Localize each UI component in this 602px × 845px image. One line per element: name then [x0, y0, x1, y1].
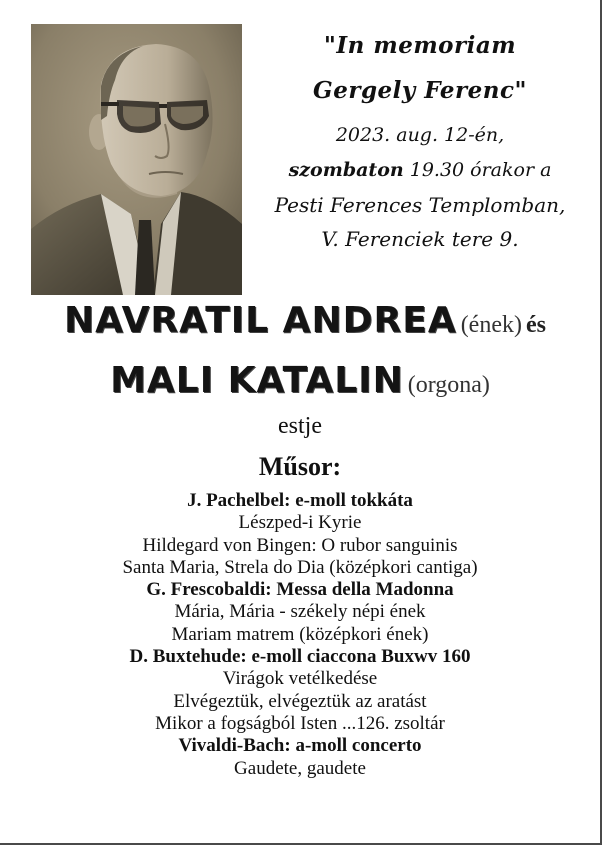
portrait-photo: [31, 24, 242, 295]
event-time: 19.30 órakor a: [403, 159, 552, 181]
performer-1: [40, 300, 570, 341]
event-address: V. Ferenciek tere 9.: [321, 227, 519, 251]
program-item: Mikor a fogságból Isten ...126. zsoltár: [155, 712, 445, 734]
performer-2-role: (orgona): [407, 372, 490, 398]
program-heading: Műsor:: [258, 452, 342, 481]
program-item: Hildegard von Bingen: O rubor sanguinis: [142, 534, 458, 556]
event-word: estje: [278, 413, 322, 439]
program-item: D. Buxtehude: e-moll ciaccona Buxwv 160: [129, 646, 471, 668]
memoriam-title-line2: Gergely Ferenc": [313, 77, 527, 104]
program-item: Lészped-i Kyrie: [238, 512, 362, 534]
program-item: Vivaldi-Bach: a-moll concerto: [178, 735, 422, 757]
event-day-time: [262, 159, 578, 181]
performer-conjunction: és: [525, 312, 546, 338]
program-list: [0, 490, 600, 780]
program-item: G. Frescobaldi: Messa della Madonna: [146, 579, 454, 601]
program-item: Virágok vetélkedése: [222, 668, 378, 690]
program-item: Mariam matrem (középkori ének): [171, 623, 429, 645]
program-item: Gaudete, gaudete: [234, 757, 366, 779]
event-venue: Pesti Ferences Templomban,: [274, 193, 566, 217]
program-item: J. Pachelbel: e-moll tokkáta: [187, 490, 413, 511]
event-date: 2023. aug. 12-én,: [335, 124, 505, 146]
performer-2-name: MALI KATALIN: [110, 360, 404, 401]
program-item: Elvégeztük, elvégeztük az aratást: [173, 690, 427, 712]
program-item: Mária, Mária - székely népi ének: [174, 601, 426, 623]
event-day: szombaton: [288, 159, 404, 181]
performer-1-name: NAVRATIL ANDREA: [64, 300, 457, 341]
memoriam-title-line1: "In memoriam: [323, 32, 517, 59]
performer-2: [40, 360, 560, 401]
performer-1-role: (ének): [460, 312, 522, 338]
program-item: Santa Maria, Strela do Dia (középkori cantiga): [122, 556, 478, 578]
